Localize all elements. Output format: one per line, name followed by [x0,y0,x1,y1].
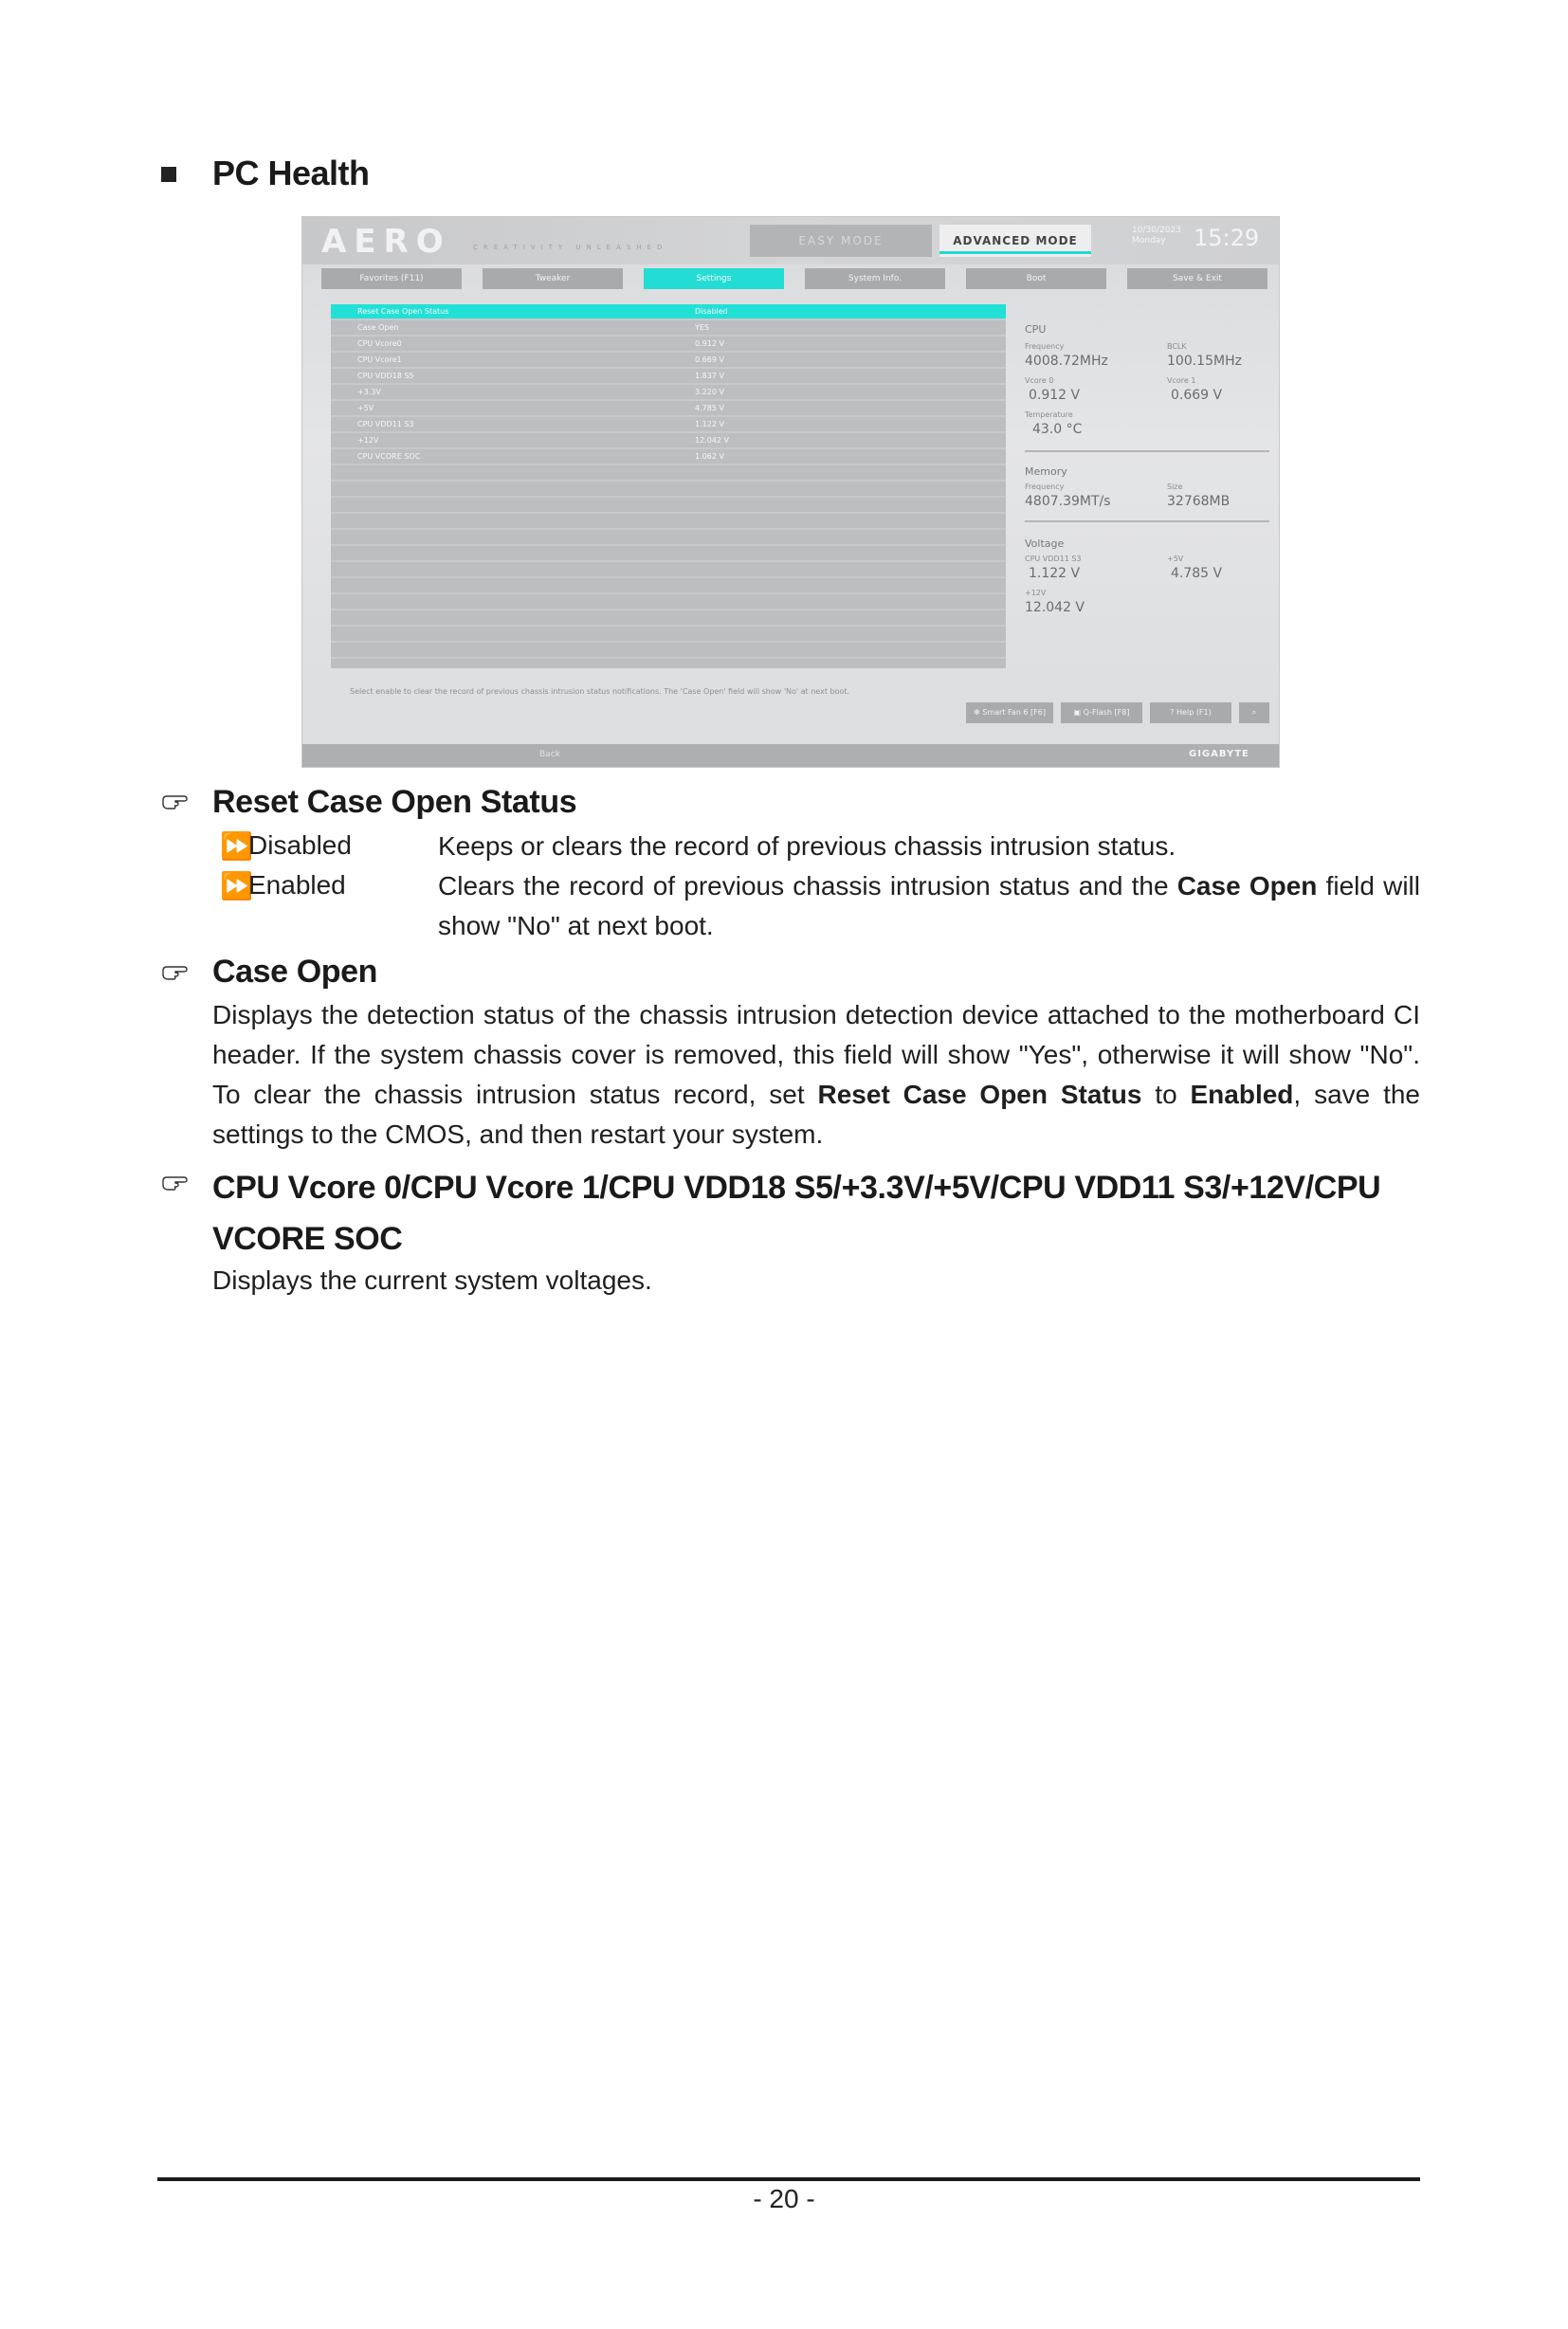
help-icon: ? [1170,708,1177,717]
cpu-frequency-label: Frequency [1025,342,1065,351]
vcore1-value: 0.669 V [1171,388,1223,403]
setting-row-cpu-vcore-soc [331,449,1006,464]
q-flash-label: Q-Flash [F8] [1083,708,1130,717]
setting-label: +12V [357,436,379,445]
double-arrow-icon: ⏩ [220,831,253,861]
bios-help-text: Select enable to clear the record of previous chassis intrusion status notifications. The 'Case Open' field will show 'No' at next boot. [350,687,850,696]
voltages-paragraph: Displays the current system voltages. [212,1265,652,1295]
mem-size-label: Size [1167,482,1183,491]
bios-day: Monday [1132,236,1166,246]
bios-date: 10/30/2023 [1132,226,1181,235]
memory-heading: Memory [1025,465,1067,478]
mem-frequency: 4807.39MT/s [1025,494,1111,509]
setting-label: CPU Vcore0 [357,339,402,348]
voltage-heading: Voltage [1025,537,1065,550]
setting-row-reset-case-open[interactable] [331,304,1006,318]
setting-row-cpu-vdd18 [331,369,1006,383]
panel-divider [1025,450,1269,452]
setting-row-12v [331,433,1006,447]
setting-label: +3.3V [357,388,381,396]
fan-icon: ✻ [974,708,983,717]
case-open-text3: , save the settings to the CMOS, and then restart your system. [212,1080,1420,1149]
mem-size: 32768MB [1167,494,1231,509]
setting-row-5v [331,401,1006,415]
settings-list [331,304,1006,668]
option-enabled-desc [438,866,1420,946]
bclk-value: 100.15MHz [1167,354,1242,369]
panel-divider [1025,520,1269,522]
bios-date-block [1132,226,1181,246]
temperature-label: Temperature [1025,410,1073,419]
tab-favorites[interactable]: Favorites (F11) [321,268,462,289]
bios-tabbar [321,268,1269,289]
advanced-mode-label: ADVANCED MODE [953,234,1078,247]
tab-save-exit[interactable]: Save & Exit [1127,268,1267,289]
v12-value: 12.042 V [1025,600,1085,615]
setting-label: CPU VDD18 S5 [357,372,414,380]
enabled-desc-part2: field will show "No" at next boot. [438,871,1420,940]
setting-row-cpu-vdd11 [331,417,1006,431]
help-label: Help (F1) [1176,708,1212,717]
tab-settings[interactable]: Settings [644,268,784,289]
bios-time: 15:29 [1194,225,1260,251]
setting-label: Case Open [357,323,399,332]
cpu-frequency: 4008.72MHz [1025,354,1108,369]
temperature-value: 43.0 °C [1032,422,1083,437]
setting-label: CPU VDD11 S3 [357,420,414,428]
bclk-label: BCLK [1167,342,1187,351]
voltages-heading: CPU Vcore 0/CPU Vcore 1/CPU VDD18 S5/+3.3V/+5V/CPU VDD11 S3/+12V/CPU VCORE SOC [212,1170,1381,1257]
v5-label: +5V [1167,555,1184,563]
section-title: PC Health [212,154,370,192]
case-open-bold2: Enabled [1190,1080,1294,1109]
gigabyte-logo: GIGABYTE [1189,749,1249,759]
option-disabled-name: Disabled [248,830,352,860]
tab-boot[interactable]: Boot [966,268,1106,289]
setting-value: 0.669 V [695,355,724,364]
vcore1-label: Vcore 1 [1167,376,1196,385]
tab-tweaker[interactable]: Tweaker [483,268,623,289]
page-number: - 20 - [753,2184,815,2213]
setting-value: 3.220 V [695,388,724,396]
aero-tagline: CREATIVITY UNLEASHED [473,244,668,251]
bios-screenshot [301,216,1280,768]
setting-value: YES [695,323,710,332]
setting-row-cpu-vcore1 [331,353,1006,367]
option-enabled-name: Enabled [248,870,346,900]
section-bullet-icon [161,167,176,182]
aero-logo: AERO [321,223,451,261]
setting-value: 1.837 V [695,372,724,380]
advanced-mode-underline [939,251,1091,254]
setting-value: 4.785 V [695,404,724,412]
case-open-paragraph [212,995,1420,1155]
setting-value: Disabled [695,307,728,316]
case-open-heading: Case Open [212,954,378,990]
setting-value: 1.122 V [695,420,724,428]
back-button[interactable]: Back [539,750,560,759]
case-open-text1: Displays the detection status of the chassis intrusion detection device attached to the motherboard CI header. If the system chassis cover is removed, this field will show "Yes", otherwise it will show "No". To clear the chassis intrusion status record, set [212,1000,1420,1109]
setting-label: CPU VCORE SOC [357,452,421,461]
advanced-mode-button[interactable] [939,225,1091,257]
setting-value: 1.062 V [695,452,724,461]
bios-button-bar [966,702,1269,723]
search-icon: ⌕ [1251,708,1257,717]
mem-frequency-label: Frequency [1025,482,1065,491]
setting-label: +5V [357,404,374,412]
v5-value: 4.785 V [1171,566,1223,581]
q-flash-button[interactable] [1061,702,1142,723]
setting-label: CPU Vcore1 [357,355,402,364]
v12-label: +12V [1025,589,1047,597]
reset-case-heading: Reset Case Open Status [212,784,577,820]
setting-row-cpu-vcore0 [331,337,1006,351]
cpu-heading: CPU [1025,323,1047,336]
pointing-hand-icon [161,1174,190,1192]
setting-value: 12.042 V [695,436,730,445]
bios-footer [302,744,1279,767]
easy-mode-button[interactable]: EASY MODE [750,225,932,257]
smart-fan-label: Smart Fan 6 [F6] [982,708,1046,717]
pointing-hand-icon [161,792,190,811]
setting-row-case-open [331,320,1006,335]
vdd11-value: 1.122 V [1029,566,1081,581]
chip-icon: ▣ [1073,708,1084,717]
enabled-desc-part1: Clears the record of previous chassis intrusion status and the [438,871,1177,901]
setting-row-3v3 [331,385,1006,399]
double-arrow-icon: ⏩ [220,871,253,901]
tab-system-info[interactable]: System Info. [805,268,945,289]
pointing-hand-icon [161,963,190,982]
search-button[interactable] [1239,702,1269,723]
bios-header [302,217,1279,264]
vcore0-value: 0.912 V [1029,388,1081,403]
case-open-bold1: Reset Case Open Status [817,1080,1142,1109]
enabled-desc-bold: Case Open [1176,871,1318,901]
smart-fan-button[interactable] [966,702,1053,723]
help-button[interactable] [1150,702,1231,723]
vcore0-label: Vcore 0 [1025,376,1054,385]
hardware-monitor-panel [1025,304,1269,664]
option-disabled-desc: Keeps or clears the record of previous chassis intrusion status. [438,831,1176,861]
setting-label: Reset Case Open Status [357,307,449,316]
footer-rule [157,2177,1420,2181]
case-open-text2: to [1141,1080,1191,1109]
vdd11-label: CPU VDD11 S3 [1025,555,1082,563]
setting-value: 0.912 V [695,339,724,348]
